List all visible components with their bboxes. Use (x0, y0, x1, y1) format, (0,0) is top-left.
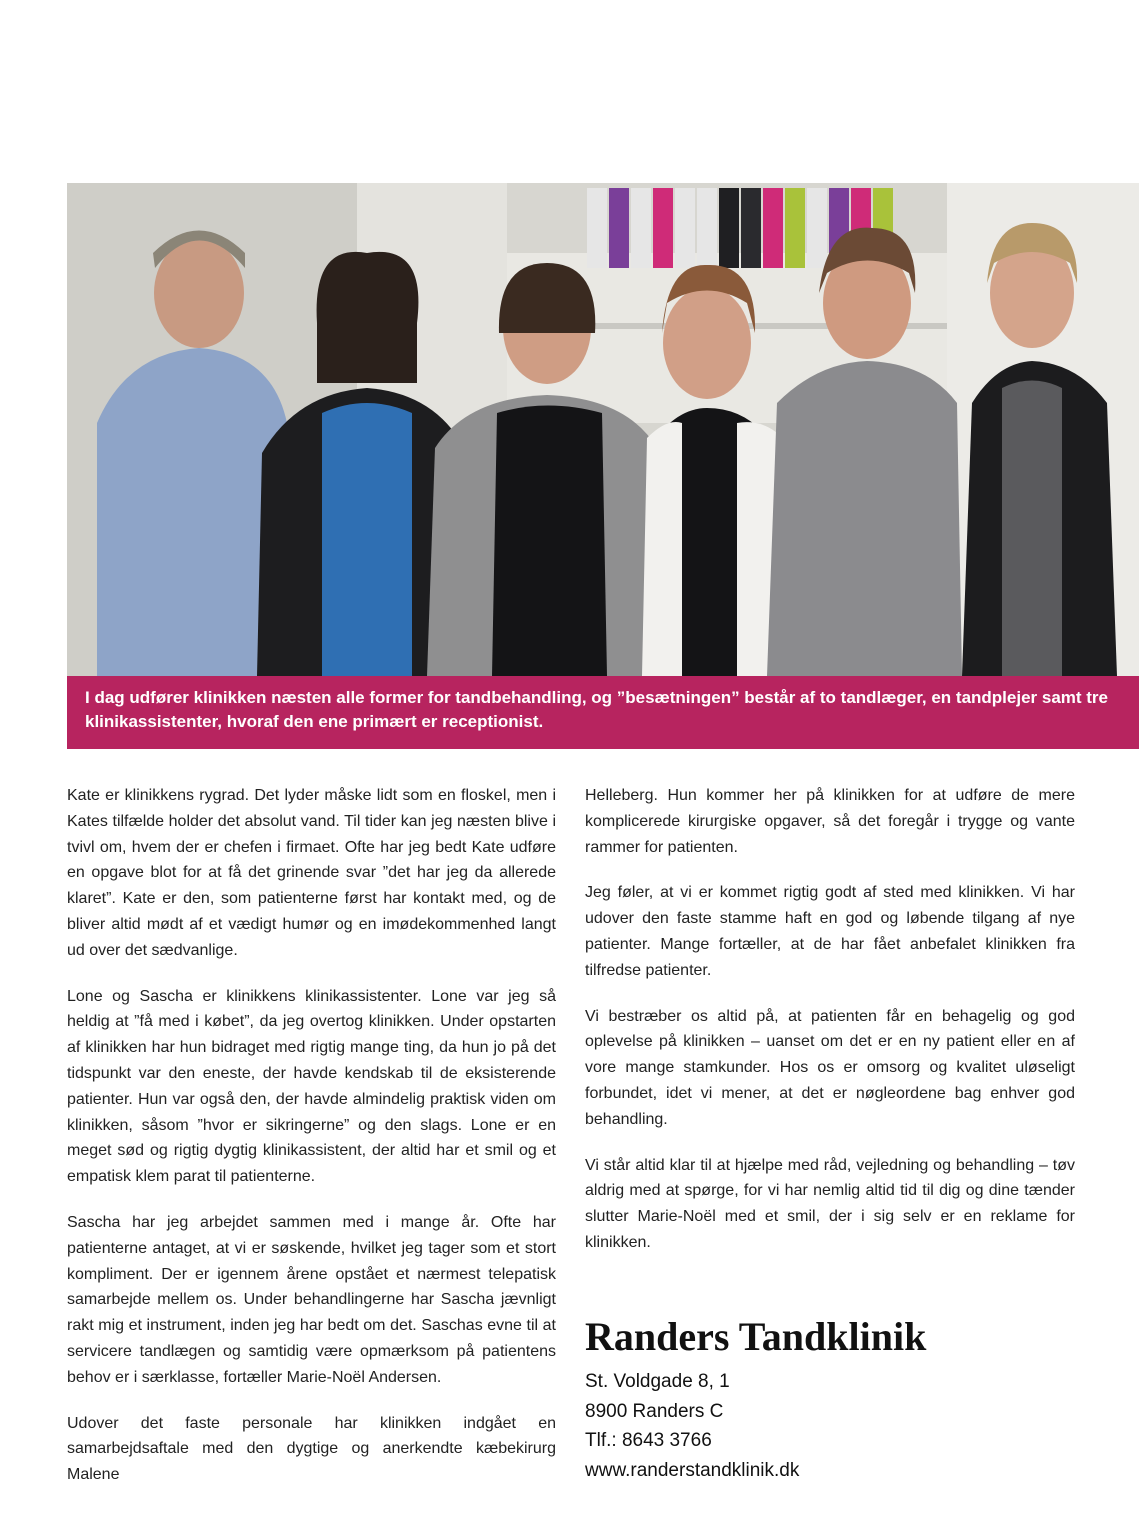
paragraph-helleberg: Helleberg. Hun kommer her på klinikken for at udføre de mere komplicerede kirurgiske opgaver, så det foregår i trygge og vante rammer for patienten. (585, 787, 1075, 856)
paragraph-oplevelse: Vi bestræber os altid på, at patienten får en behagelig og god oplevelse på klinikken – uanset om det er en ny patient eller en af vore mange stamkunder. Hos os er omsorg og kvalitet uløseligt forbundet, idet vi mener, at det er nøgleordene bag enhver god behandling. (585, 1007, 1075, 1128)
paragraph-kate: Kate er klinikkens rygrad. Det lyder måske lidt som en floskel, men i Kates tilfælde holder det absolut vand. Til tider kan jeg næsten blive i tvivl om, hvem der er chefen i firmaet. Ofte har jeg bedt Kate udføre en opgave blot for at få det grinende svar ”det har jeg da allerede klaret”. Kate er den, som patienterne først har kontakt med, og de bliver altid mødt af et vædigt humør og en imødekommenhed langt ud over det sædvanlige. (67, 787, 556, 959)
paragraph-tilgang: Jeg føler, at vi er kommet rigtig godt af sted med klinikken. Vi har udover den faste stamme haft en god og løbende tilgang af nye patienter. Mange fortæller, at de har fået anbefalet klinikken fra tilfredse patienter. (585, 884, 1075, 979)
clinic-phone: Tlf.: 8643 3766 (585, 1430, 712, 1451)
paragraph-sascha: Sascha har jeg arbejdet sammen med i mange år. Ofte har patienterne antaget, at vi er søskende, hvilket jeg tager som et stort kompliment. Der er igennem årene opstået et nærmest telepatisk samarbejde mellem os. Under behandlingerne har Sascha jævnligt rakt mig et instrument, inden jeg har bedt om det. Saschas evne til at servicere tandlægen og samtidig være opmærksom på patientens behov er i særklasse, fortæller Marie-Noël Andersen. (67, 1213, 556, 1386)
photo-caption-text: I dag udfører klinikken næsten alle former for tandbehandling, og ”besætningen” består af to tandlæger, en tandplejer samt tre klinikassistenter, hvoraf den ene primært er receptionist. (85, 688, 1109, 731)
clinic-contact-block (585, 1313, 1105, 1485)
article-column-left (67, 783, 556, 1508)
clinic-website: www.randerstandklinik.dk (585, 1459, 800, 1481)
clinic-name: Randers Tandklinik (585, 1314, 927, 1359)
photo-caption (67, 676, 1139, 749)
clinic-street: St. Voldgade 8, 1 (585, 1371, 730, 1392)
clinic-city: 8900 Randers C (585, 1400, 724, 1422)
article-column-right (585, 783, 1075, 1276)
paragraph-klar: Vi står altid klar til at hjælpe med råd, vejledning og behandling – tøv aldrig med at spørge, for vi har nemlig altid tid til dig og dine tænder slutter Marie-Noël med et smil, der i sig selv er en reklame for klinikken. (585, 1156, 1075, 1251)
paragraph-samarbejde: Udover det faste personale har klinikken indgået en samarbejdsaftale med den dygtige og anerkendte kæbekirurg Malene (67, 1414, 556, 1484)
paragraph-lone: Lone og Sascha er klinikkens klinikassistenter. Lone var jeg så heldig at ”få med i købet”, da jeg overtog klinikken. Under opstarten af klinikken har hun bidraget med rigtig mange ting, da hun jo på det tidspunkt var den eneste, der havde kendskab til de eksisterende patienter. Hun var også den, der havde almindelig praktisk viden om klinikken, såsom ”hvor er sikringerne” og den slags. Lone er en meget sød og rigtig dygtig klinikassistent, der altid har et smil og et empatisk klem parat til patienterne. (67, 987, 556, 1186)
staff-group-photo (67, 183, 1139, 676)
